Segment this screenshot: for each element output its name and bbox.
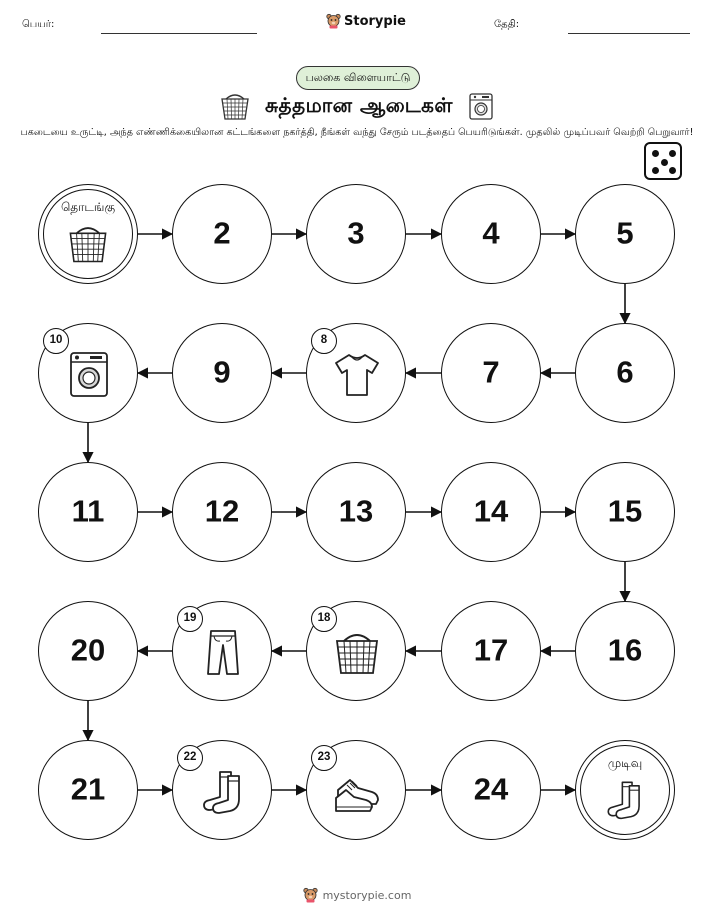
page-title: சுத்தமான ஆடைகள் (265, 92, 453, 117)
board-cell-10 (38, 323, 138, 423)
board-cell-11 (38, 462, 138, 562)
board-cell-12 (172, 462, 272, 562)
board-cell-23 (306, 740, 406, 840)
board-cell-9 (172, 323, 272, 423)
cell-number-badge: 10 (43, 328, 69, 354)
board-cell-17 (441, 601, 541, 701)
cell-number: 16 (607, 632, 643, 668)
cell-number: 7 (482, 354, 500, 390)
cell-number: 2 (213, 215, 231, 251)
board-cell-19 (172, 601, 272, 701)
board-cell-21 (38, 740, 138, 840)
cell-number: 15 (607, 493, 643, 529)
cell-number-badge: 19 (177, 606, 203, 632)
date-label: தேதி: (494, 19, 520, 30)
cell-number-badge: 22 (177, 745, 203, 771)
board-cell-14 (441, 462, 541, 562)
tshirt-icon (332, 349, 382, 399)
cell-number: 20 (70, 632, 106, 668)
basket-icon (66, 221, 110, 265)
board-cell-4 (441, 184, 541, 284)
cell-number-badge: 23 (311, 745, 337, 771)
board-cell-24 (441, 740, 541, 840)
board-cell-16 (575, 601, 675, 701)
board-cell-13 (306, 462, 406, 562)
board-cell-18 (306, 601, 406, 701)
cell-number: 6 (616, 354, 634, 390)
basket-icon (332, 627, 382, 677)
instructions: பகடையை உருட்டி, அந்த எண்ணிக்கையிலான கட்டங்களை நகர்த்தி, நீங்கள் வந்து சேரும் படத்தைப் பெயரிடுங்கள். முதலில் முடிப்பவர் வெற்றி பெறுவார்! (20, 127, 694, 138)
board-cell-3 (306, 184, 406, 284)
cell-number-badge: 18 (311, 606, 337, 632)
board-cell-5 (575, 184, 675, 284)
cell-number: 24 (473, 771, 509, 807)
footer (0, 887, 714, 903)
start-cell (38, 184, 138, 284)
cell-number: 11 (71, 493, 105, 529)
footer-url: mystorypie.com (322, 888, 412, 902)
socks-icon (603, 777, 647, 821)
start-label: தொடங்கு (60, 200, 116, 214)
cell-number: 9 (213, 354, 231, 390)
board-cell-15 (575, 462, 675, 562)
board-cell-20 (38, 601, 138, 701)
cell-number: 4 (482, 215, 500, 251)
socks-icon (198, 766, 248, 816)
cell-number: 17 (473, 632, 509, 668)
cell-number: 12 (204, 493, 240, 529)
cell-number-badge: 8 (311, 328, 337, 354)
storypie-logo-icon (303, 887, 318, 903)
sneakers-icon (332, 766, 382, 816)
board-cell-2 (172, 184, 272, 284)
board-cell-7 (441, 323, 541, 423)
board-cell-22 (172, 740, 272, 840)
end-label: முடிவு (607, 756, 643, 770)
cell-number: 13 (338, 493, 374, 529)
cell-number: 21 (70, 771, 106, 807)
brand-name: Storypie (344, 13, 406, 29)
end-cell (575, 740, 675, 840)
board-cell-6 (575, 323, 675, 423)
board-cell-8 (306, 323, 406, 423)
cell-number: 14 (473, 493, 509, 529)
washing-machine-icon (64, 349, 114, 399)
name-label: பெயர்: (22, 19, 55, 30)
category-badge: பலகை விளையாட்டு (296, 66, 420, 90)
pants-icon (198, 627, 248, 677)
cell-number: 5 (616, 215, 634, 251)
cell-number: 3 (347, 215, 365, 251)
